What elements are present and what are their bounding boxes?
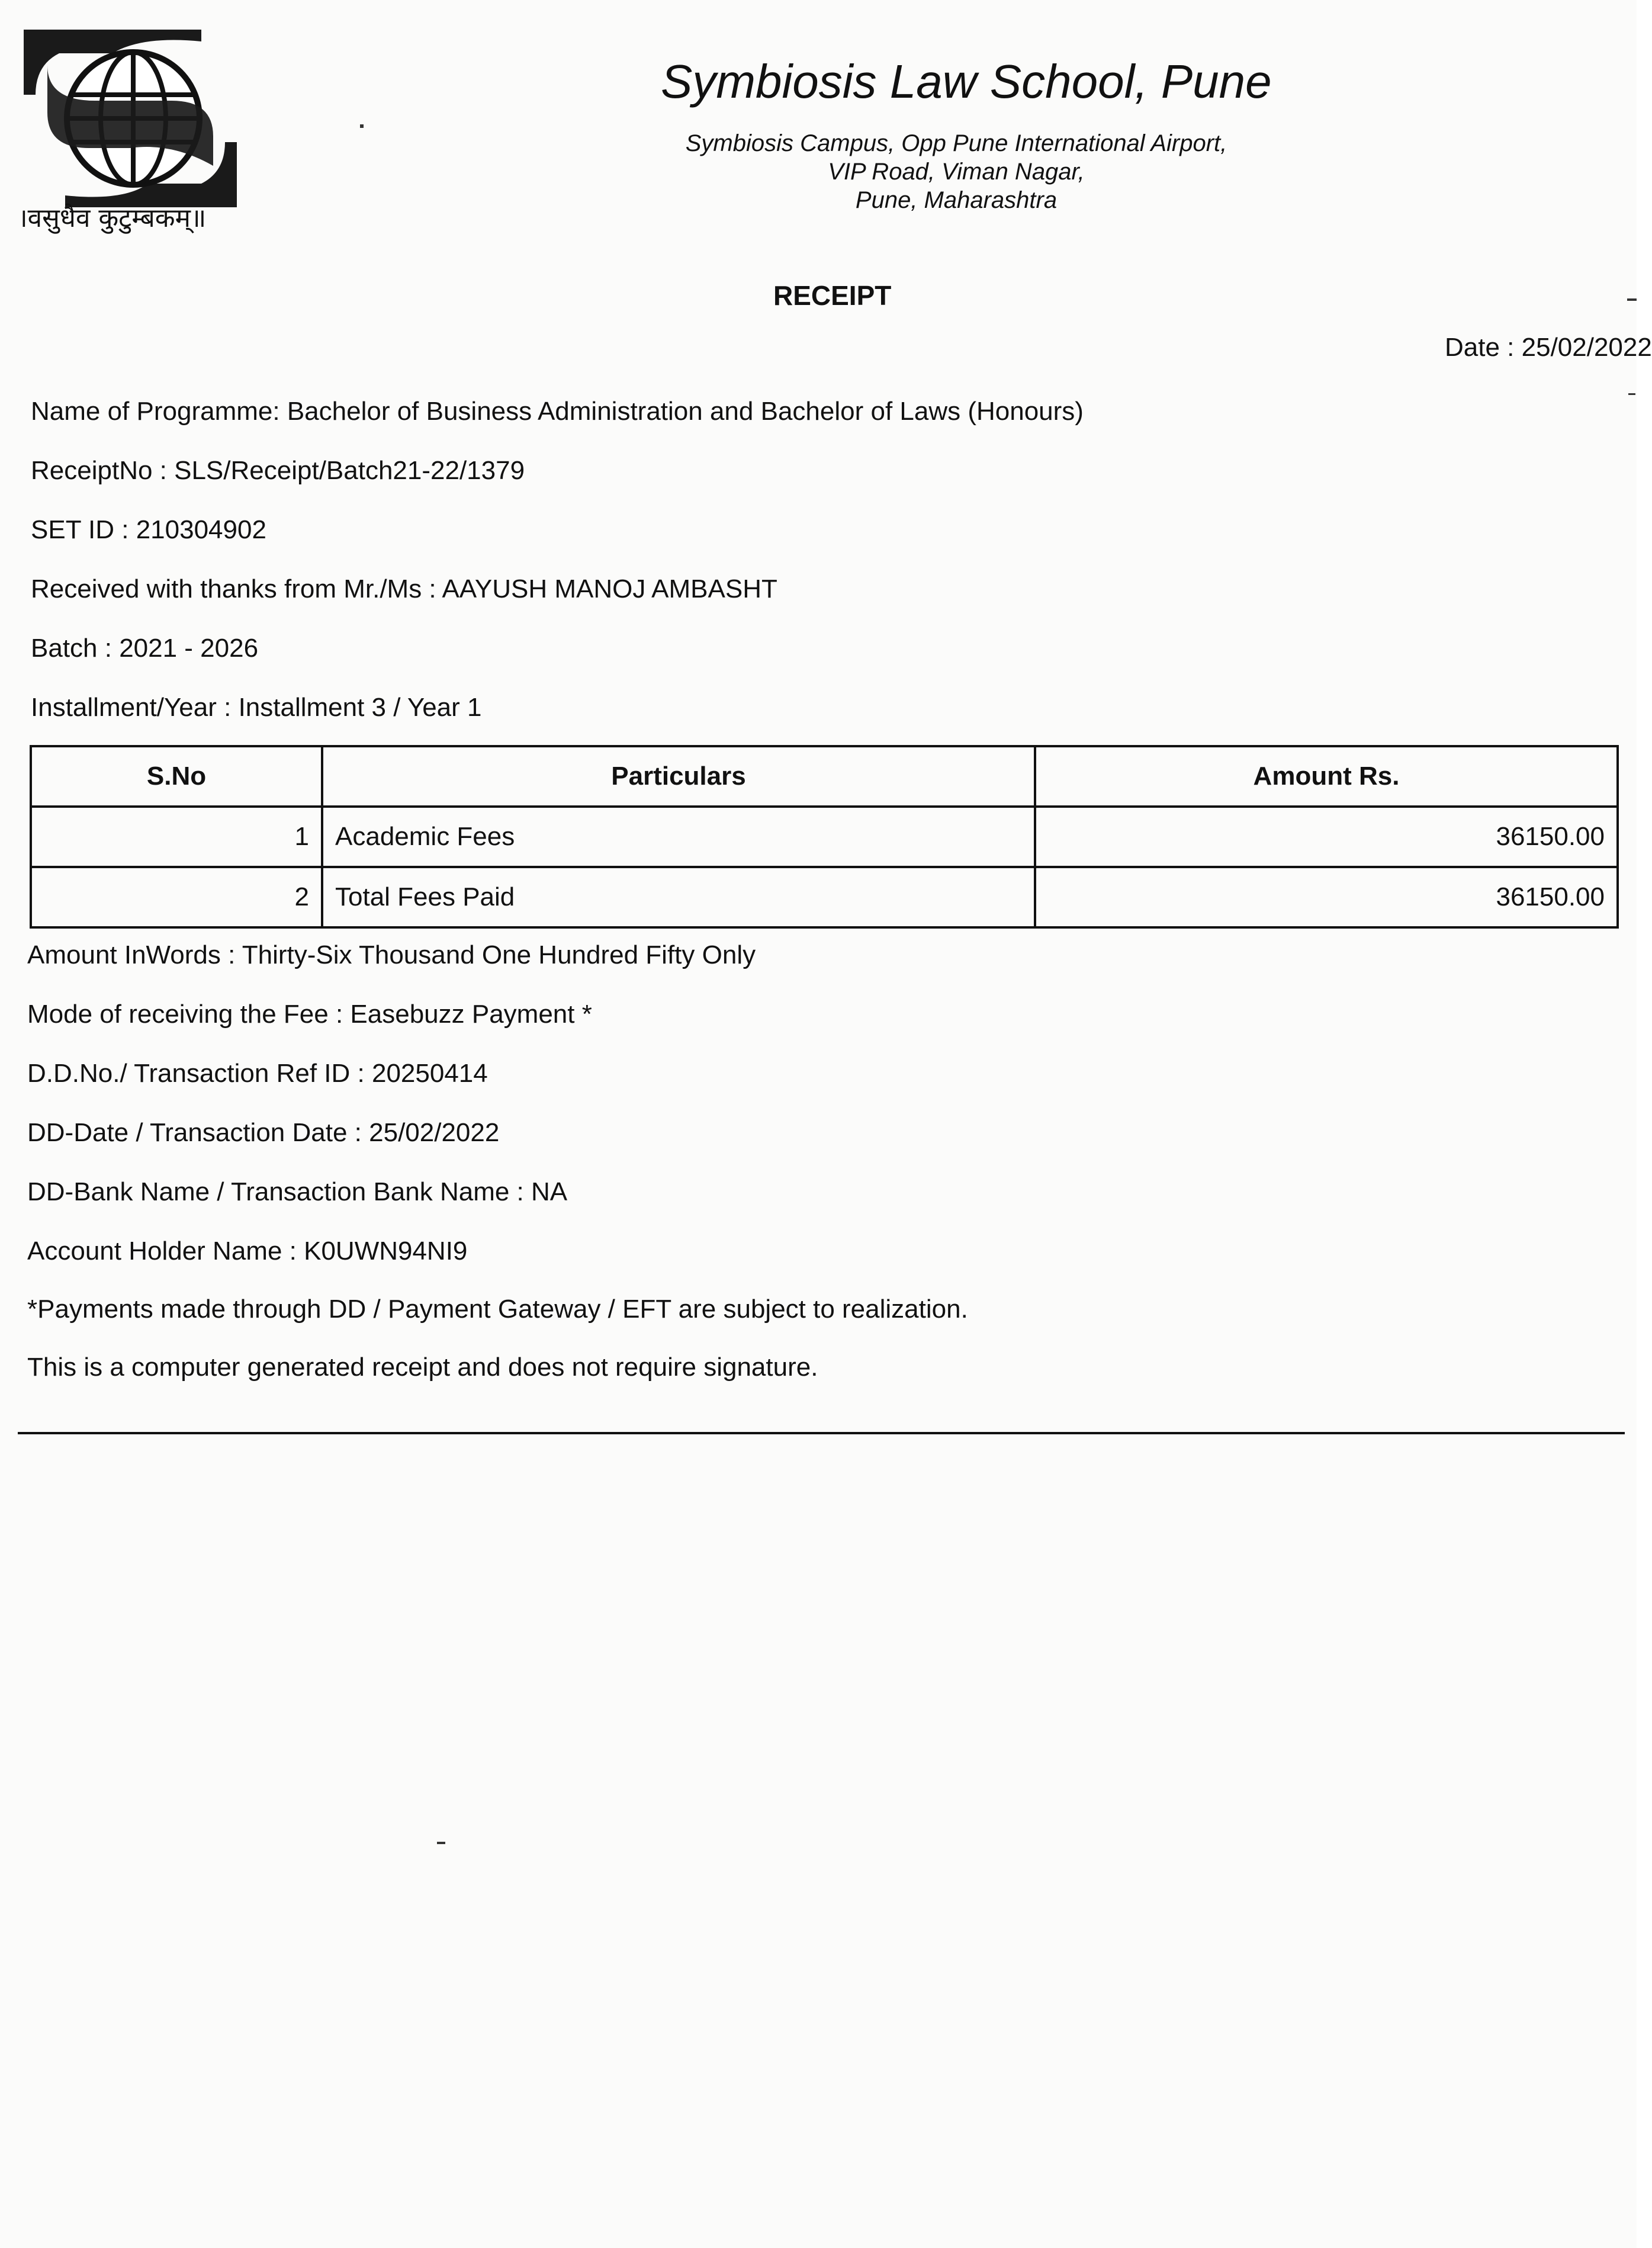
- cell-amount: 36150.00: [1035, 867, 1618, 927]
- cell-particulars: Total Fees Paid: [322, 867, 1035, 927]
- programme-field: [31, 397, 1084, 426]
- field-label: Installment/Year :: [31, 693, 239, 722]
- date-label: Date :: [1445, 333, 1522, 362]
- field-label: SET ID :: [31, 515, 136, 544]
- field-label: ReceiptNo :: [31, 456, 175, 485]
- logo-motto: ।वसुधैव कुटुम्बकम्॥: [18, 203, 207, 233]
- school-name: Symbiosis Law School, Pune: [661, 55, 1272, 108]
- bank-name-field: [27, 1177, 567, 1207]
- field-label: Received with thanks from Mr./Ms :: [31, 574, 442, 603]
- field-value: Thirty-Six Thousand One Hundred Fifty Only: [242, 940, 756, 969]
- address-line: VIP Road, Viman Nagar,: [828, 159, 1085, 185]
- field-label: Amount InWords :: [27, 940, 242, 969]
- received-from-field: [31, 574, 777, 604]
- realization-note: *Payments made through DD / Payment Gateway / EFT are subject to realization.: [27, 1295, 968, 1324]
- field-label: Account Holder Name :: [27, 1237, 304, 1266]
- set-id-field: [31, 515, 266, 545]
- transaction-date-field: [27, 1118, 499, 1148]
- field-label: D.D.No./ Transaction Ref ID :: [27, 1059, 372, 1088]
- header-particulars: Particulars: [322, 746, 1035, 807]
- scan-mark: [360, 124, 364, 128]
- field-label: DD-Bank Name / Transaction Bank Name :: [27, 1177, 531, 1206]
- account-holder-field: [27, 1237, 467, 1266]
- transaction-ref-field: [27, 1059, 488, 1088]
- table-row: [31, 867, 1618, 927]
- receipt-number-field: [31, 456, 525, 486]
- scan-mark: [1628, 393, 1635, 395]
- field-label: DD-Date / Transaction Date :: [27, 1118, 369, 1147]
- cell-amount: 36150.00: [1035, 807, 1618, 867]
- field-value: NA: [531, 1177, 568, 1206]
- field-value: Bachelor of Business Administration and Bachelor of Laws (Honours): [287, 397, 1084, 426]
- cell-sno: 1: [31, 807, 322, 867]
- header-sno: S.No: [31, 746, 322, 807]
- field-label: Batch :: [31, 634, 120, 663]
- address-line: Pune, Maharashtra: [855, 187, 1058, 213]
- address-line: Symbiosis Campus, Opp Pune International Airport,: [685, 130, 1227, 156]
- table-row: [31, 807, 1618, 867]
- receipt-date: [1445, 333, 1652, 362]
- installment-field: [31, 693, 482, 722]
- field-value: AAYUSH MANOJ AMBASHT: [442, 574, 777, 603]
- cell-particulars: Academic Fees: [322, 807, 1035, 867]
- receipt-title: RECEIPT: [773, 280, 892, 311]
- field-value: K0UWN94NI9: [304, 1237, 468, 1266]
- scan-mark: [437, 1842, 445, 1844]
- field-value: Easebuzz Payment *: [350, 1000, 592, 1029]
- school-address: [592, 129, 1320, 214]
- header-amount: Amount Rs.: [1035, 746, 1618, 807]
- field-label: Name of Programme:: [31, 397, 287, 426]
- field-value: 20250414: [371, 1059, 488, 1088]
- batch-field: [31, 634, 258, 663]
- payment-mode-field: [27, 1000, 592, 1029]
- field-value: 25/02/2022: [369, 1118, 500, 1147]
- field-value: 210304902: [136, 515, 266, 544]
- field-value: 2021 - 2026: [119, 634, 259, 663]
- computer-generated-note: This is a computer generated receipt and does not require signature.: [27, 1353, 818, 1382]
- amount-in-words-field: [27, 940, 756, 970]
- scan-mark: [1627, 298, 1637, 301]
- symbiosis-logo-icon: [24, 30, 237, 207]
- cell-sno: 2: [31, 867, 322, 927]
- fee-table: [30, 745, 1619, 929]
- field-label: Mode of receiving the Fee :: [27, 1000, 351, 1029]
- field-value: Installment 3 / Year 1: [238, 693, 482, 722]
- date-value: 25/02/2022: [1521, 333, 1652, 362]
- field-value: SLS/Receipt/Batch21-22/1379: [174, 456, 525, 485]
- footer-divider: [18, 1432, 1625, 1434]
- table-header-row: [31, 746, 1618, 807]
